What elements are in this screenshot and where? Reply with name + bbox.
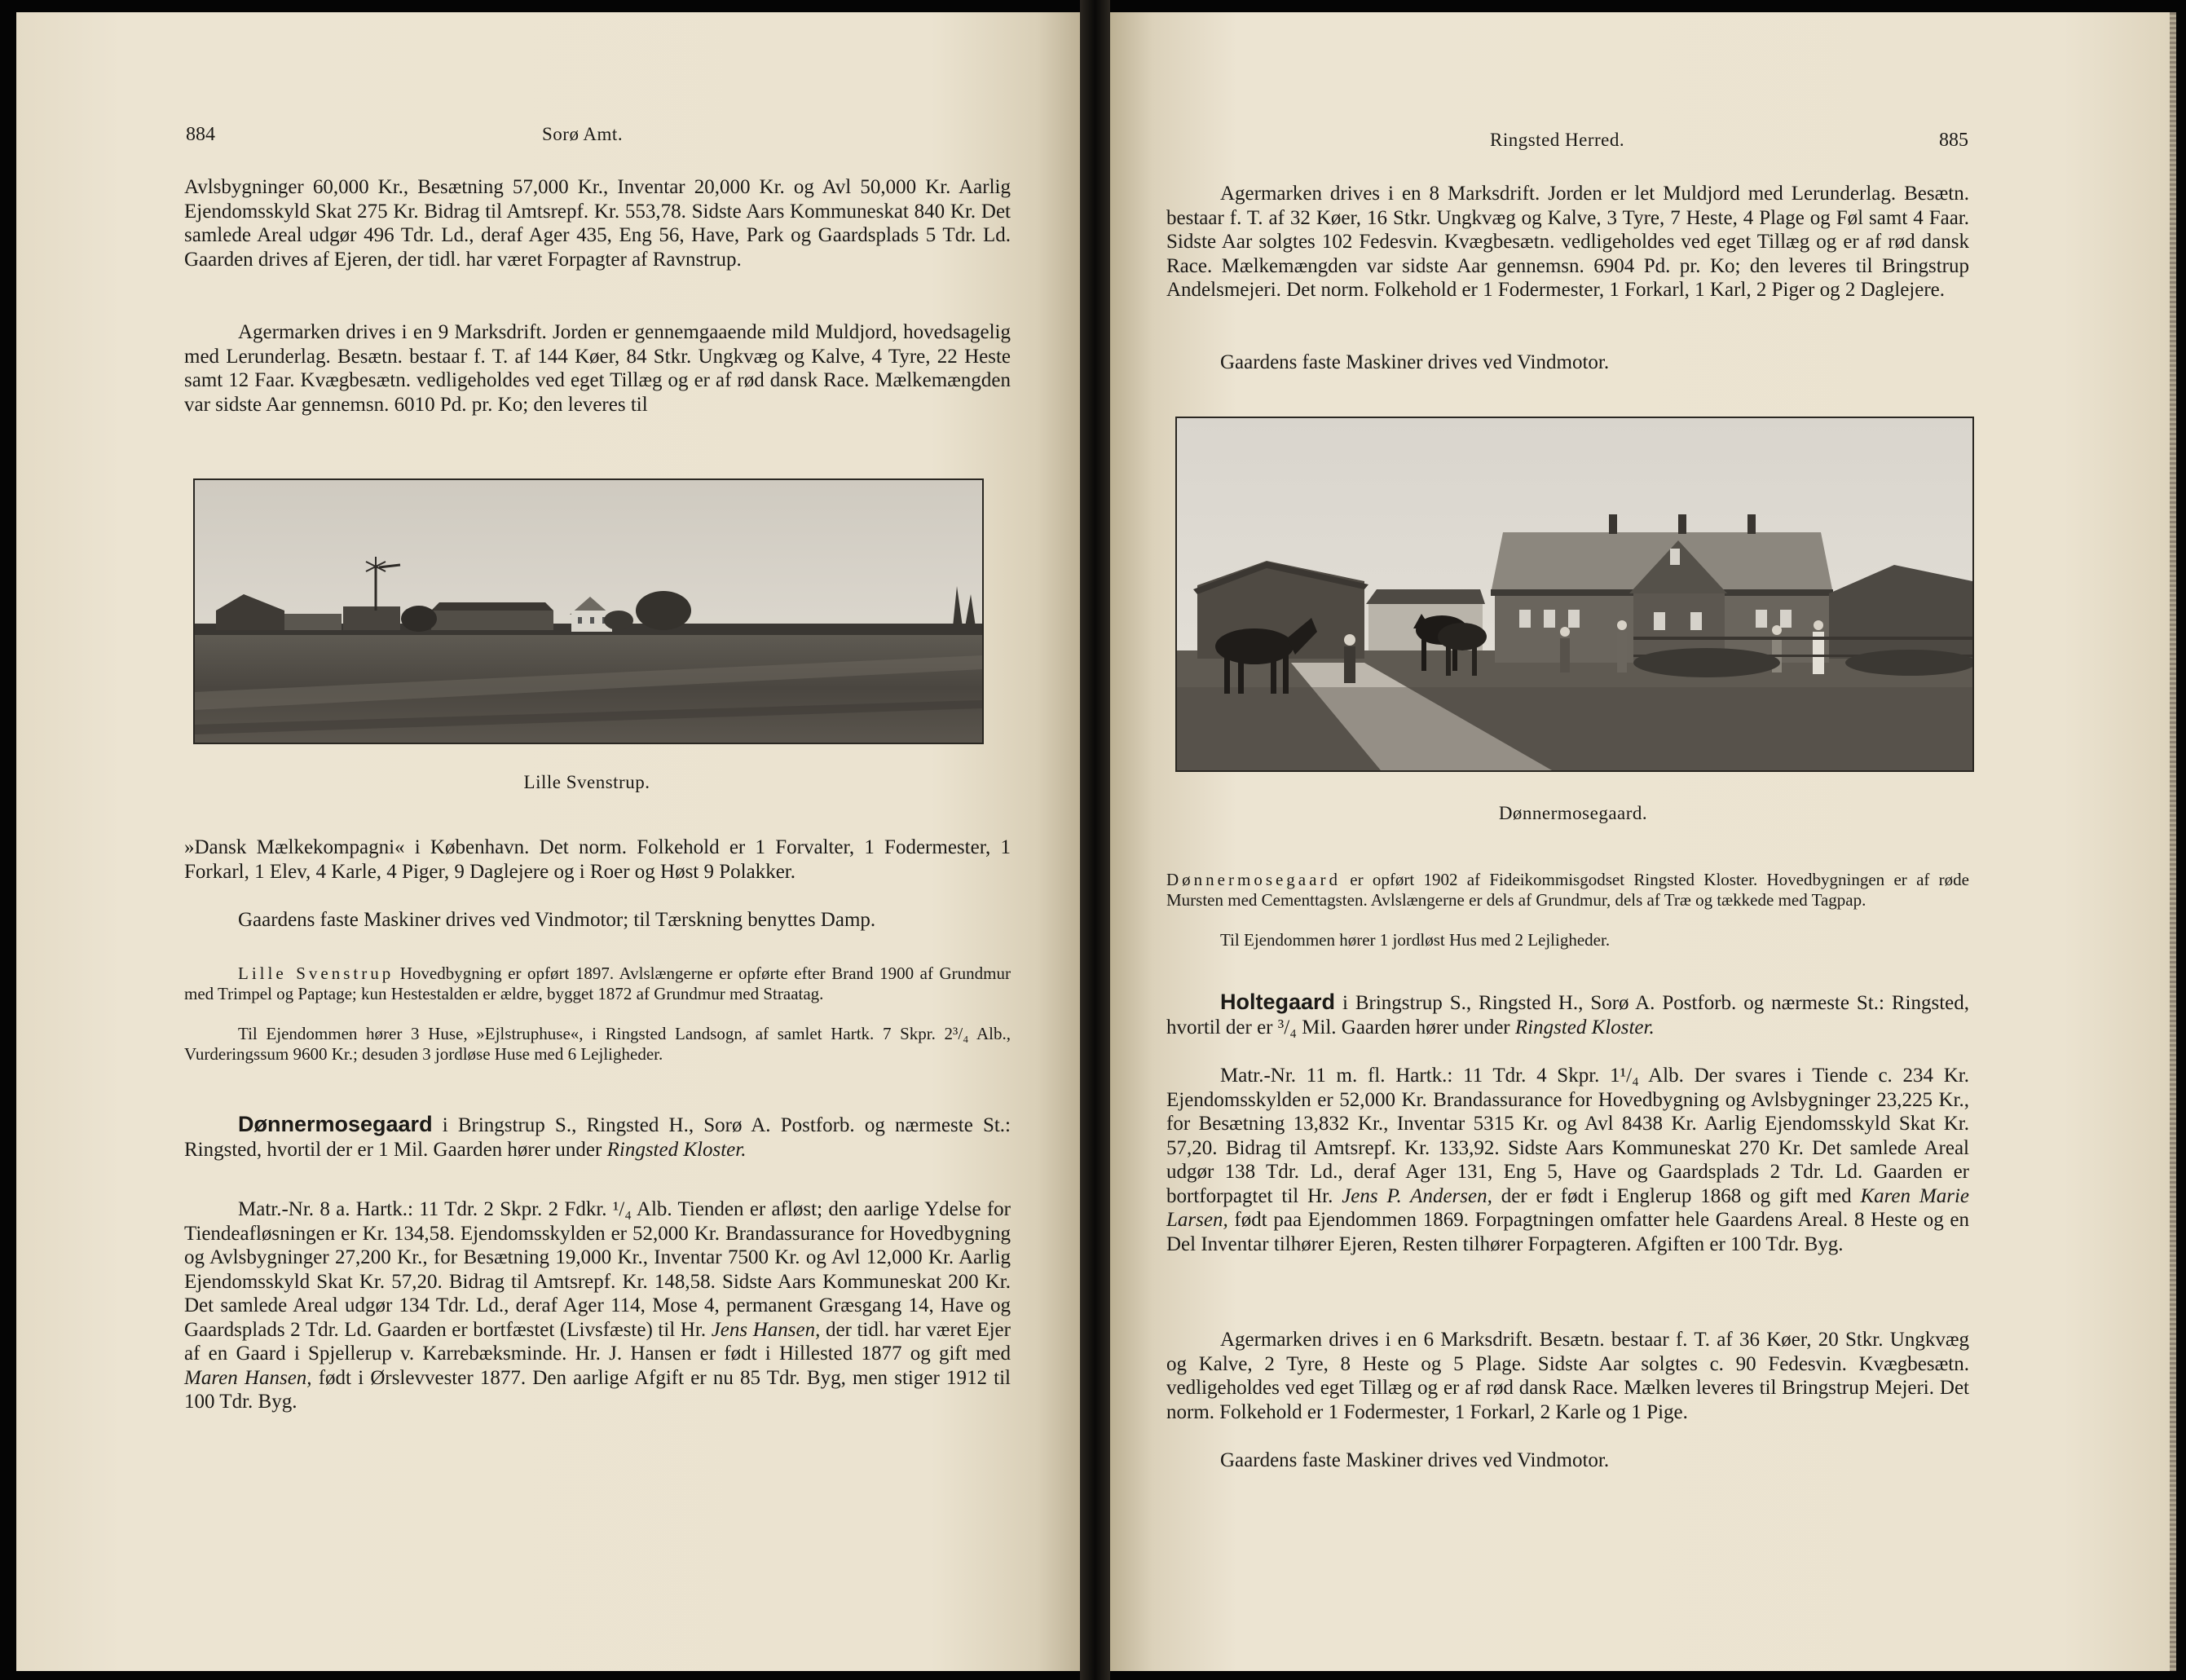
paragraph: »Dansk Mælkekompagni« i København. Det norm. Folkehold er 1 Forvalter, 1 Fodermester, 1 Forkarl, 1 Elev, 4 Karle, 4 Piger, 9 Daglejere og i Roer og Høst 9 Polakker. — [184, 836, 1011, 883]
entry-owner: Ringsted Kloster. — [1514, 1016, 1655, 1038]
details-text: født i Ørslevvester 1877. Den aarlige Afgift er nu 85 Tdr. Byg, men stiger 1912 til 100 Tdr. Byg. — [184, 1366, 1011, 1413]
paragraph: Agermarken drives i en 9 Marksdrift. Jorden er gennemgaaende mild Muldjord, hovedsagelig med Lerunderlag. Besætn. bestaar f. T. af 144 Køer, 84 Stkr. Ungkvæg og Kalve, 4 Tyre, 22 Heste samt 12 Faar. Kvægbesætn. vedligeholdes ved eget Tillæg og er af rød dansk Race. Mælkemængden var sidste Aar gennemsn. 6010 Pd. pr. Ko; den leveres til — [184, 321, 1011, 416]
paragraph: Gaardens faste Maskiner drives ved Vindmotor. — [1220, 351, 1610, 373]
details-text: der er født i Englerup 1868 og gift med — [1492, 1184, 1861, 1207]
entry-title: Holtegaard — [1220, 990, 1336, 1014]
page-number: 884 — [186, 124, 215, 145]
entry-owner: Ringsted Kloster. — [606, 1138, 747, 1161]
paragraph: Agermarken drives i en 8 Marksdrift. Jorden er let Muldjord med Lerunderlag. Besætn. bestaar f. T. af 32 Køer, 16 Stkr. Ungkvæg og Kalve, 3 Tyre, 7 Heste, 4 Plage og Føl samt 4 Faar. Sidste Aar solgtes 102 Fedesvin. Kvægbesætn. vedligeholdes ved eget Tillæg og er af rød dansk Race. Mælkemængden var sidste Aar gennemsn. 6904 Pd. pr. Ko; den leveres til Bringstrup Andelsmejeri. Det norm. Folkehold er 1 Fodermester, 1 Forkarl, 1 Karl, 2 Piger og 2 Daglejere. — [1166, 183, 1969, 301]
details-text: Matr.-Nr. 8 a. Hartk.: 11 Tdr. 2 Skpr. 2 Fdkr. ¹/₄ Alb. Tienden er afløst; den aarlige Ydelse for Tiendeafløsningen er Kr. 134,58. Ejendomsskylden er 52,000 Kr. Brandassurance for Hovedbygning og Avlsbygninger 27,200 Kr., for Besætning 19,000 Kr., Inventar 7500 Kr. og Avl 12,000 Kr. Aarlig Ejendomsskyld Skat Kr. 57,20. Bidrag til Amtsrepf. Kr. 148,58. Sidste Aars Kommuneskat 200 Kr. Det samlede Areal udgør 134 Tdr. Ld., deraf Ager 114, Mose 4, permanent Græsgang 14, Have og Gaardsplads 2 Tdr. Ld. Gaarden er bortfæstet (Livsfæste) til Hr. — [184, 1198, 1011, 1341]
entry-title: Dønnermosegaard — [238, 1112, 433, 1136]
book-gutter — [1080, 0, 1110, 1680]
entry-intro: i Bringstrup S., Ringsted H., Sorø A. Postforb. og nærmeste St.: Ringsted, hvortil der er 1 Mil. Gaarden hører under — [184, 1114, 1011, 1161]
spouse-name: Maren Hansen, — [184, 1366, 312, 1389]
tenant-name: Jens Hansen, — [711, 1318, 821, 1341]
details-text: der tidl. har været Ejer af en Gaard i Spjellerup v. Karrebæksminde. Hr. J. Hansen er født i Hillested 1877 og gift med — [184, 1318, 1011, 1365]
paragraph: Agermarken drives i en 6 Marksdrift. Besætn. bestaar f. T. af 36 Køer, 20 Stkr. Ungkvæg og Kalve, 2 Tyre, 8 Heste og 5 Plage. Sidste Aar solgtes c. 90 Fedesvin. Kvægbesætn. vedligeholdes ved eget Tillæg og er af rød dansk Race. Mælken leveres til Bringstrup Mejeri. Det norm. Folkehold er 1 Fodermester, 1 Forkarl, 2 Karle og 1 Pige. — [1166, 1329, 1969, 1423]
spouse-name: Karen Marie Larsen, — [1166, 1184, 1969, 1231]
right-page — [1110, 12, 2170, 1671]
photo-caption: Lille Svenstrup. — [523, 772, 650, 792]
building-note — [184, 963, 1011, 1003]
left-page — [16, 12, 1080, 1671]
paragraph: Avlsbygninger 60,000 Kr., Besætning 57,000 Kr., Inventar 20,000 Kr. og Avl 50,000 Kr. Aarlig Ejendomsskyld Skat 275 Kr. Bidrag til Amtsrepf. Kr. 553,78. Sidste Aars Kommuneskat 840 Kr. Det samlede Areal udgør 496 Tdr. Ld., deraf Ager 435, Eng 56, Have, Park og Gaardsplads 5 Tdr. Ld. Gaarden drives af Ejeren, der tidl. har været Forpagter af Ravnstrup. — [184, 176, 1011, 271]
farm-name-spaced: Lille Svenstrup — [238, 963, 394, 983]
property-note: Til Ejendommen hører 1 jordløst Hus med 2 Lejligheder. — [1220, 930, 1611, 950]
entry-donnermosegaard — [184, 1113, 1011, 1162]
farm-name-spaced: Dønnermosegaard — [1166, 870, 1341, 889]
details-text: født paa Ejendommen 1869. Forpagtningen omfatter hele Gaardens Areal. 8 Heste og en Del Inventar tilhører Ejeren, Resten tilhører Forpagteren. Afgiften er 100 Tdr. Byg. — [1166, 1209, 1969, 1255]
note-text: er opført 1902 af Fideikommisgodset Ringsted Kloster. Hovedbygningen er af røde Mursten med Cementtagsten. Avlslængerne er dels af Grundmur, dels af Træ og tækkede med Tagpap. — [1166, 870, 1969, 910]
running-head: Ringsted Herred. — [1490, 130, 1625, 150]
entry-holtegaard — [1166, 990, 1969, 1039]
paragraph: Gaardens faste Maskiner drives ved Vindmotor. — [1220, 1449, 1610, 1471]
photo-lille-svenstrup — [193, 478, 984, 744]
farm-landscape-photo — [195, 480, 982, 743]
note-text: Hovedbygning er opført 1897. Avlslængerne er opførte efter Brand 1900 af Grundmur med Trimpel og Paptage; kun Hestestalden er ældre, bygget 1872 af Grundmur med Straatag. — [184, 963, 1011, 1003]
farmyard-photo — [1177, 418, 1972, 770]
details-text: Matr.-Nr. 11 m. fl. Hartk.: 11 Tdr. 4 Skpr. 1¹/₄ Alb. Der svares i Tiende c. 234 Kr. Ejendomsskylden er 52,000 Kr. Brandassurance for Hovedbygning og Avlsbygninger 23,225 Kr., for Besætning 13,832 Kr., Inventar 5315 Kr. og Avl 8438 Kr. Aarlig Ejendomsskyld Skat Kr. 57,20. Bidrag til Amtsrepf. Kr. 133,92. Sidste Aars Kommuneskat 270 Kr. Det samlede Areal udgør 138 Tdr. Ld., deraf Ager 131, Eng 5, Have og Gaardsplads 2 Tdr. Ld. Gaarden er bortforpagtet til Hr. — [1166, 1065, 1969, 1207]
tenant-name: Jens P. Andersen, — [1342, 1184, 1492, 1207]
page-number: 885 — [1939, 130, 1968, 151]
page-edge — [2170, 12, 2176, 1671]
entry-intro: i Bringstrup S., Ringsted H., Sorø A. Postforb. og nærmeste St.: Ringsted, hvortil der er ³/₄ Mil. Gaarden hører under — [1166, 992, 1969, 1038]
property-note: Til Ejendommen hører 3 Huse, »Ejlstruphuse«, i Ringsted Landsogn, af samlet Hartk. 7 Skpr. 2³/₄ Alb., Vurderingssum 9600 Kr.; desuden 3 jordløse Huse med 6 Lejligheder. — [184, 1024, 1011, 1064]
entry-details — [184, 1197, 1011, 1414]
running-head: Sorø Amt. — [542, 124, 624, 144]
paragraph: Gaardens faste Maskiner drives ved Vindmotor; til Tærskning benyttes Damp. — [238, 909, 876, 931]
photo-donnermosegaard — [1175, 417, 1974, 772]
building-note — [1166, 870, 1969, 910]
photo-caption: Dønnermosegaard. — [1498, 803, 1648, 823]
entry-details — [1166, 1064, 1969, 1256]
